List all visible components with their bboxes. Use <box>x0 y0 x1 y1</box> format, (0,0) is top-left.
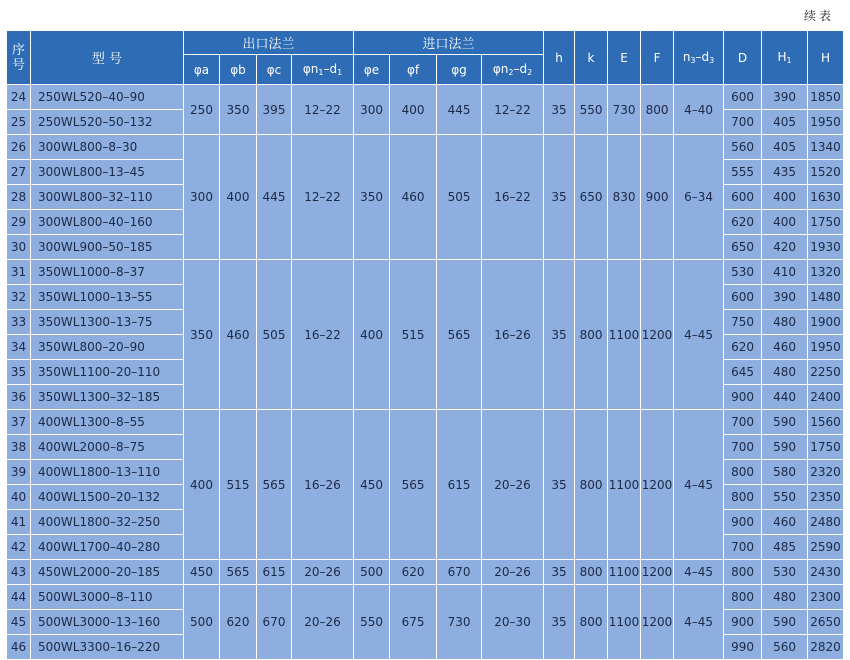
shared-col-f: 1200 <box>641 410 674 560</box>
shared-col-n1d1: 16–22 <box>292 260 354 410</box>
shared-col-e: 830 <box>608 135 641 260</box>
table-row <box>7 135 844 160</box>
value-d: 990 <box>724 635 762 660</box>
value-h: 2320 <box>808 460 844 485</box>
model-name: 350WL1000–8–37 <box>31 260 184 285</box>
shared-col-n3d3: 4–45 <box>674 585 724 660</box>
value-d: 700 <box>724 435 762 460</box>
value-h: 1560 <box>808 410 844 435</box>
shared-col-g: 670 <box>437 560 482 585</box>
value-d: 650 <box>724 235 762 260</box>
shared-col-b: 620 <box>220 585 257 660</box>
shared-col-a: 250 <box>184 85 220 135</box>
value-d: 530 <box>724 260 762 285</box>
value-d: 800 <box>724 460 762 485</box>
table-row <box>7 410 844 435</box>
shared-col-g: 730 <box>437 585 482 660</box>
row-number: 42 <box>7 535 31 560</box>
shared-col-b: 400 <box>220 135 257 260</box>
shared-col-c: 565 <box>257 410 292 560</box>
shared-col-n1d1: 20–26 <box>292 560 354 585</box>
value-h: 1520 <box>808 160 844 185</box>
row-number: 31 <box>7 260 31 285</box>
header-col-f: F <box>641 31 674 85</box>
value-h1: 440 <box>762 385 808 410</box>
value-h: 2250 <box>808 360 844 385</box>
shared-col-a: 500 <box>184 585 220 660</box>
value-h: 1950 <box>808 110 844 135</box>
value-d: 800 <box>724 585 762 610</box>
value-h1: 485 <box>762 535 808 560</box>
row-number: 43 <box>7 560 31 585</box>
header-col-h: H <box>808 31 844 85</box>
row-number: 40 <box>7 485 31 510</box>
row-number: 30 <box>7 235 31 260</box>
table-header <box>7 31 844 85</box>
value-d: 620 <box>724 210 762 235</box>
model-name: 350WL1100–20–110 <box>31 360 184 385</box>
header-col-e: E <box>608 31 641 85</box>
value-h1: 420 <box>762 235 808 260</box>
shared-col-f: 675 <box>390 585 437 660</box>
value-h: 1340 <box>808 135 844 160</box>
row-number: 37 <box>7 410 31 435</box>
shared-col-b: 565 <box>220 560 257 585</box>
header-col-n3d3: $n_3-d_3$ <box>674 31 724 85</box>
value-h1: 460 <box>762 335 808 360</box>
value-h: 2400 <box>808 385 844 410</box>
value-h1: 480 <box>762 360 808 385</box>
shared-col-e: 300 <box>354 85 390 135</box>
shared-col-b: 460 <box>220 260 257 410</box>
value-h: 1950 <box>808 335 844 360</box>
value-h: 1630 <box>808 185 844 210</box>
shared-col-n3d3: 4–45 <box>674 560 724 585</box>
value-h1: 405 <box>762 110 808 135</box>
value-h1: 435 <box>762 160 808 185</box>
header-col-k: k <box>575 31 608 85</box>
shared-col-e: 550 <box>354 585 390 660</box>
model-name: 350WL1000–13–55 <box>31 285 184 310</box>
value-h1: 390 <box>762 285 808 310</box>
shared-col-h: 35 <box>544 260 575 410</box>
value-d: 800 <box>724 560 762 585</box>
shared-col-a: 450 <box>184 560 220 585</box>
value-h: 1750 <box>808 435 844 460</box>
shared-col-b: 515 <box>220 410 257 560</box>
value-h: 2350 <box>808 485 844 510</box>
value-h: 1480 <box>808 285 844 310</box>
row-number: 27 <box>7 160 31 185</box>
shared-col-h: 35 <box>544 135 575 260</box>
shared-col-n3d3: 4–40 <box>674 85 724 135</box>
model-name: 300WL800–8–30 <box>31 135 184 160</box>
shared-col-n1d1: 20–26 <box>292 585 354 660</box>
header-col-h: h <box>544 31 575 85</box>
model-name: 300WL800–40–160 <box>31 210 184 235</box>
header-col-f: φf <box>390 55 437 85</box>
value-h1: 390 <box>762 85 808 110</box>
row-number: 45 <box>7 610 31 635</box>
shared-col-n2d2: 16–26 <box>482 260 544 410</box>
model-name: 500WL3300–16–220 <box>31 635 184 660</box>
value-h1: 480 <box>762 585 808 610</box>
value-d: 560 <box>724 135 762 160</box>
row-number: 26 <box>7 135 31 160</box>
row-number: 32 <box>7 285 31 310</box>
header-seq: 序号 <box>7 31 31 85</box>
model-name: 400WL1500–20–132 <box>31 485 184 510</box>
value-d: 600 <box>724 85 762 110</box>
model-name: 300WL900–50–185 <box>31 235 184 260</box>
row-number: 24 <box>7 85 31 110</box>
table-row <box>7 85 844 110</box>
row-number: 41 <box>7 510 31 535</box>
model-name: 500WL3000–13–160 <box>31 610 184 635</box>
value-d: 750 <box>724 310 762 335</box>
row-number: 34 <box>7 335 31 360</box>
header-col-h1: $H_1$ <box>762 31 808 85</box>
shared-col-f: 400 <box>390 85 437 135</box>
shared-col-n2d2: 12–22 <box>482 85 544 135</box>
model-name: 400WL1700–40–280 <box>31 535 184 560</box>
shared-col-f: 620 <box>390 560 437 585</box>
row-number: 28 <box>7 185 31 210</box>
value-d: 600 <box>724 285 762 310</box>
model-name: 400WL1300–8–55 <box>31 410 184 435</box>
header-col-g: φg <box>437 55 482 85</box>
shared-col-a: 400 <box>184 410 220 560</box>
table-row <box>7 585 844 610</box>
shared-col-f: 460 <box>390 135 437 260</box>
value-d: 700 <box>724 535 762 560</box>
header-col-c: φc <box>257 55 292 85</box>
value-h: 1850 <box>808 85 844 110</box>
value-h1: 410 <box>762 260 808 285</box>
shared-col-f: 1200 <box>641 585 674 660</box>
shared-col-h: 35 <box>544 560 575 585</box>
value-h1: 590 <box>762 410 808 435</box>
value-h1: 560 <box>762 635 808 660</box>
shared-col-n1d1: 16–26 <box>292 410 354 560</box>
value-d: 700 <box>724 110 762 135</box>
value-h: 2820 <box>808 635 844 660</box>
model-name: 400WL1800–13–110 <box>31 460 184 485</box>
shared-col-c: 505 <box>257 260 292 410</box>
shared-col-e: 1100 <box>608 560 641 585</box>
value-h1: 550 <box>762 485 808 510</box>
model-name: 400WL2000–8–75 <box>31 435 184 460</box>
header-col-b: φb <box>220 55 257 85</box>
model-name: 250WL520–50–132 <box>31 110 184 135</box>
model-name: 300WL800–13–45 <box>31 160 184 185</box>
row-number: 39 <box>7 460 31 485</box>
shared-col-e: 730 <box>608 85 641 135</box>
shared-col-k: 800 <box>575 410 608 560</box>
table-row <box>7 560 844 585</box>
shared-col-e: 500 <box>354 560 390 585</box>
value-h: 1320 <box>808 260 844 285</box>
shared-col-f: 1200 <box>641 260 674 410</box>
continued-note: 续表 <box>803 9 834 23</box>
shared-col-c: 445 <box>257 135 292 260</box>
row-number: 44 <box>7 585 31 610</box>
value-h: 2480 <box>808 510 844 535</box>
shared-col-e: 1100 <box>608 260 641 410</box>
shared-col-e: 400 <box>354 260 390 410</box>
model-name: 500WL3000–8–110 <box>31 585 184 610</box>
value-h1: 400 <box>762 210 808 235</box>
shared-col-k: 550 <box>575 85 608 135</box>
shared-col-n2d2: 20–26 <box>482 410 544 560</box>
shared-col-g: 565 <box>437 260 482 410</box>
value-h: 2430 <box>808 560 844 585</box>
shared-col-e: 1100 <box>608 410 641 560</box>
shared-col-k: 650 <box>575 135 608 260</box>
shared-col-n2d2: 20–30 <box>482 585 544 660</box>
model-name: 400WL1800–32–250 <box>31 510 184 535</box>
shared-col-n2d2: 16–22 <box>482 135 544 260</box>
shared-col-n2d2: 20–26 <box>482 560 544 585</box>
header-col-e: φe <box>354 55 390 85</box>
shared-col-g: 445 <box>437 85 482 135</box>
value-h1: 460 <box>762 510 808 535</box>
shared-col-f: 515 <box>390 260 437 410</box>
shared-col-n3d3: 4–45 <box>674 410 724 560</box>
shared-col-h: 35 <box>544 410 575 560</box>
shared-col-k: 800 <box>575 560 608 585</box>
shared-col-g: 505 <box>437 135 482 260</box>
row-number: 38 <box>7 435 31 460</box>
shared-col-b: 350 <box>220 85 257 135</box>
shared-col-n3d3: 4–45 <box>674 260 724 410</box>
shared-col-f: 1200 <box>641 560 674 585</box>
shared-col-k: 800 <box>575 585 608 660</box>
shared-col-n3d3: 6–34 <box>674 135 724 260</box>
row-number: 25 <box>7 110 31 135</box>
row-number: 46 <box>7 635 31 660</box>
table-body <box>7 85 844 660</box>
row-number: 33 <box>7 310 31 335</box>
shared-col-f: 565 <box>390 410 437 560</box>
shared-col-h: 35 <box>544 585 575 660</box>
model-name: 300WL800–32–110 <box>31 185 184 210</box>
model-name: 450WL2000–20–185 <box>31 560 184 585</box>
value-h1: 590 <box>762 435 808 460</box>
shared-col-f: 800 <box>641 85 674 135</box>
shared-col-f: 900 <box>641 135 674 260</box>
value-h1: 590 <box>762 610 808 635</box>
model-name: 350WL1300–13–75 <box>31 310 184 335</box>
value-d: 900 <box>724 610 762 635</box>
value-d: 620 <box>724 335 762 360</box>
header-outlet-flange: 出口法兰 <box>184 31 354 55</box>
header-model: 型 号 <box>31 31 184 85</box>
value-d: 555 <box>724 160 762 185</box>
shared-col-e: 450 <box>354 410 390 560</box>
shared-col-n1d1: 12–22 <box>292 85 354 135</box>
value-h: 1930 <box>808 235 844 260</box>
shared-col-e: 350 <box>354 135 390 260</box>
shared-col-c: 395 <box>257 85 292 135</box>
value-d: 600 <box>724 185 762 210</box>
shared-col-a: 300 <box>184 135 220 260</box>
value-h1: 400 <box>762 185 808 210</box>
value-h1: 530 <box>762 560 808 585</box>
row-number: 29 <box>7 210 31 235</box>
shared-col-k: 800 <box>575 260 608 410</box>
shared-col-n1d1: 12–22 <box>292 135 354 260</box>
value-h: 2590 <box>808 535 844 560</box>
shared-col-e: 1100 <box>608 585 641 660</box>
value-h1: 405 <box>762 135 808 160</box>
row-number: 35 <box>7 360 31 385</box>
value-h: 1900 <box>808 310 844 335</box>
model-name: 250WL520–40–90 <box>31 85 184 110</box>
model-name: 350WL1300–32–185 <box>31 385 184 410</box>
header-col-a: φa <box>184 55 220 85</box>
value-h1: 480 <box>762 310 808 335</box>
value-d: 700 <box>724 410 762 435</box>
model-name: 350WL800–20–90 <box>31 335 184 360</box>
value-h: 2300 <box>808 585 844 610</box>
shared-col-g: 615 <box>437 410 482 560</box>
shared-col-a: 350 <box>184 260 220 410</box>
value-d: 900 <box>724 510 762 535</box>
value-d: 645 <box>724 360 762 385</box>
value-h1: 580 <box>762 460 808 485</box>
header-inlet-flange: 进口法兰 <box>354 31 544 55</box>
value-d: 900 <box>724 385 762 410</box>
pump-dimension-table <box>6 30 844 660</box>
header-col-n2d2: $\varphi n_2-d_2$ <box>482 55 544 85</box>
value-h: 1750 <box>808 210 844 235</box>
shared-col-c: 670 <box>257 585 292 660</box>
shared-col-c: 615 <box>257 560 292 585</box>
value-h: 2650 <box>808 610 844 635</box>
value-d: 800 <box>724 485 762 510</box>
shared-col-h: 35 <box>544 85 575 135</box>
header-col-n1d1: $\varphi n_1-d_1$ <box>292 55 354 85</box>
row-number: 36 <box>7 385 31 410</box>
header-col-d: D <box>724 31 762 85</box>
table-row <box>7 260 844 285</box>
